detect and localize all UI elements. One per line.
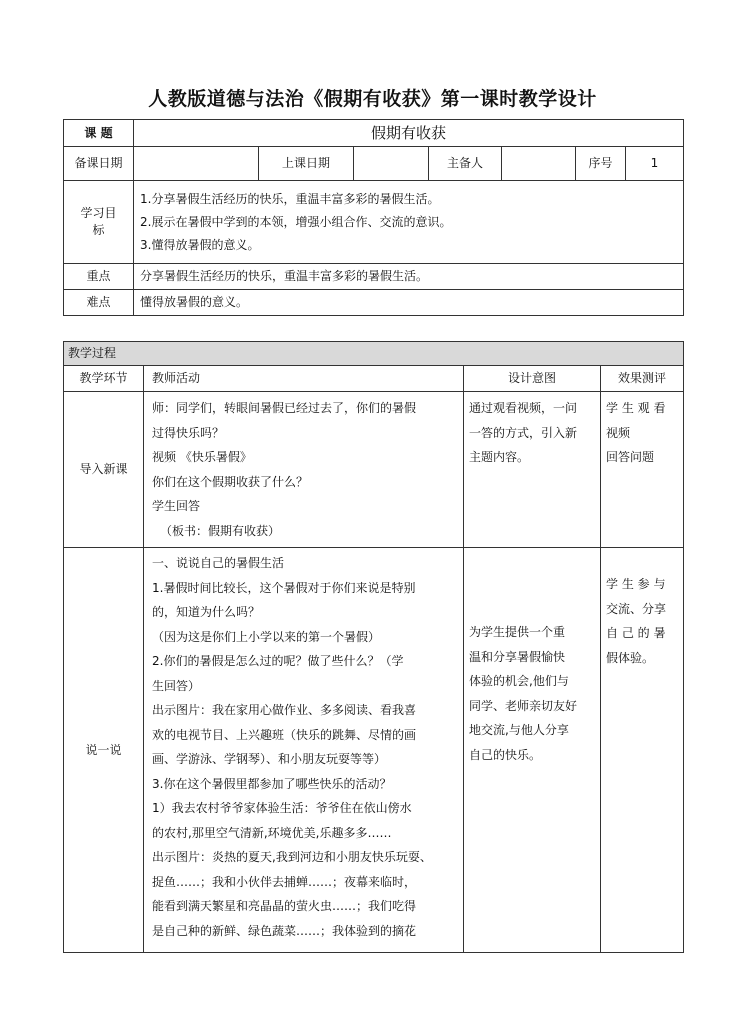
activity-line: 1）我去农村爷爷家体验生活：爷爷住在依山傍水 (152, 801, 412, 815)
activity-line: 你们在这个假期收获了什么？ (152, 474, 309, 489)
evaluation-cell (601, 392, 684, 548)
teacher-activity-cell (144, 392, 464, 548)
design-intent-cell (464, 392, 601, 548)
activity-line: （因为这是你们上小学以来的第一个暑假） (152, 629, 381, 644)
eval-line: 交流、分享 (606, 601, 667, 616)
intent-line: 自己的快乐。 (469, 747, 542, 762)
activity-line: 师：同学们，转眼间暑假已经过去了，你们的暑假 (152, 401, 417, 415)
objective-item: 3.懂得放暑假的意义。 (140, 237, 260, 252)
intent-line: 地交流,与他人分享 (469, 723, 569, 737)
stage-cell: 导入新课 (64, 392, 144, 548)
eval-line: 自 己 的 暑 (606, 626, 666, 640)
intent-line: 通过观看视频，一问 (469, 401, 578, 415)
class-date-label: 上课日期 (259, 147, 354, 181)
teacher-activity-cell (144, 548, 464, 953)
intent-line: 主题内容。 (469, 450, 530, 464)
intent-line: 一答的方式，引入新 (469, 425, 578, 440)
activity-line: 捉鱼……；我和小伙伴去捕蝉……；夜幕来临时， (152, 874, 417, 889)
eval-line: 学 生 观 看 (606, 401, 666, 415)
prep-date-label: 备课日期 (64, 147, 134, 181)
activity-line: 学生回答 (152, 499, 201, 513)
activity-line: 1.暑假时间比较长，这个暑假对于你们来说是特别 (152, 580, 416, 595)
activity-line: 2.你们的暑假是怎么过的呢？做了些什么？（学 (152, 654, 404, 668)
activity-line: 出示图片：我在家用心做作业、多多阅读、看我喜 (152, 703, 417, 717)
preparer-value (502, 147, 576, 181)
intent-line: 体验的机会,他们与 (469, 674, 569, 688)
activity-line: 过得快乐吗？ (152, 425, 225, 440)
activity-line: 一、说说自己的暑假生活 (152, 556, 285, 570)
class-date-value (354, 147, 429, 181)
activity-line: 的农村,那里空气清新,环境优美,乐趣多多…… (152, 825, 392, 840)
teaching-process-table (63, 341, 684, 953)
intent-line: 为学生提供一个重 (469, 625, 566, 639)
document-title: 人教版道德与法治《假期有收获》第一课时教学设计 (148, 88, 597, 110)
intent-line: 同学、老师亲切友好 (469, 698, 578, 713)
objectives-list (134, 181, 684, 264)
objective-item: 1.分享暑假生活经历的快乐，重温丰富多彩的暑假生活。 (140, 191, 440, 206)
keypoint-label: 重点 (64, 264, 134, 290)
eval-line: 假体验。 (606, 650, 655, 665)
activity-line: 3.你在这个暑假里都参加了哪些快乐的活动？ (152, 776, 392, 791)
column-header: 设计意图 (464, 366, 601, 392)
table-row (64, 392, 684, 548)
activity-line: （板书：假期有收获） (160, 523, 281, 538)
eval-line: 视频 (606, 425, 631, 440)
activity-line: 是自己种的新鲜、绿色蔬菜……；我体验到的摘花 (152, 923, 417, 938)
design-intent-cell (464, 548, 601, 953)
keypoint-value: 分享暑假生活经历的快乐，重温丰富多彩的暑假生活。 (134, 264, 684, 290)
activity-line: 生回答） (152, 678, 201, 693)
objective-item: 2.展示在暑假中学到的本领，增强小组合作、交流的意识。 (140, 214, 452, 229)
seq-label: 序号 (576, 147, 626, 181)
eval-line: 回答问题 (606, 450, 655, 464)
lesson-info-table (63, 119, 684, 316)
seq-value: 1 (626, 147, 684, 181)
activity-line: 视频 《快乐暑假》 (152, 450, 252, 464)
preparer-label: 主备人 (429, 147, 502, 181)
difficulty-label: 难点 (64, 290, 134, 316)
column-header: 效果测评 (601, 366, 684, 392)
activity-line: 出示图片：炎热的夏天,我到河边和小朋友快乐玩耍、 (152, 850, 432, 864)
activity-line: 的，知道为什么吗？ (152, 605, 261, 619)
activity-line: 能看到满天繁星和亮晶晶的萤火虫……；我们吃得 (152, 899, 417, 913)
stage-cell: 说一说 (64, 548, 144, 953)
activity-line: 欢的电视节目、上兴趣班（快乐的跳舞、尽情的画 (152, 727, 417, 742)
evaluation-cell (601, 548, 684, 953)
process-header: 教学过程 (64, 342, 684, 366)
table-row (64, 548, 684, 953)
intent-line: 温和分享暑假愉快 (469, 649, 566, 664)
eval-line: 学 生 参 与 (606, 577, 666, 591)
difficulty-value: 懂得放暑假的意义。 (134, 290, 684, 316)
topic-value: 假期有收获 (134, 120, 684, 147)
objectives-label: 学习目标 (64, 181, 134, 264)
prep-date-value (134, 147, 259, 181)
column-header: 教师活动 (144, 366, 464, 392)
activity-line: 画、学游泳、学钢琴）、和小朋友玩耍等等） (152, 752, 387, 766)
topic-label: 课 题 (64, 120, 134, 147)
column-header: 教学环节 (64, 366, 144, 392)
